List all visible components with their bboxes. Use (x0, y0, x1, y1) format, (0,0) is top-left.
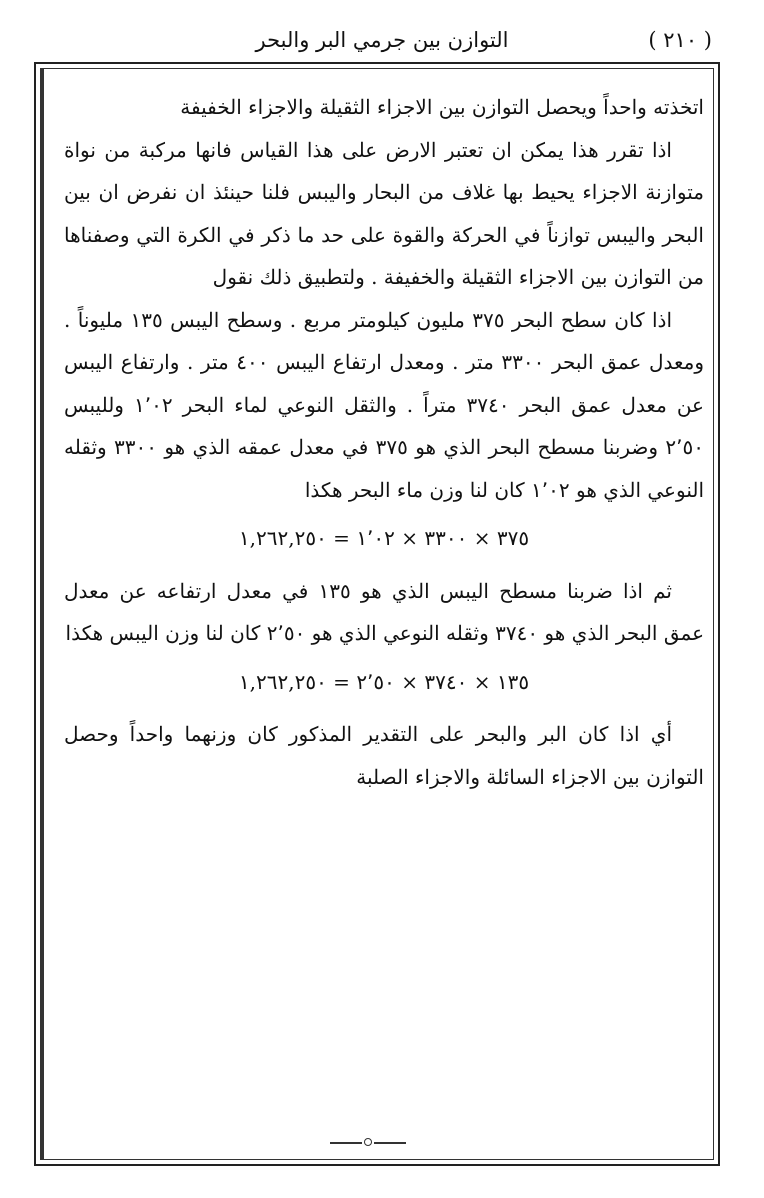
section-end-ornament (330, 1138, 410, 1148)
ornament-circle-icon (364, 1138, 372, 1146)
equation-land-weight: ١٣٥ × ٣٧٤٠ × ٢٬٥٠ = ١,٢٦٢,٢٥٠ (238, 669, 530, 694)
page-number: ( ٢١٠ ) (648, 28, 712, 52)
paragraph-sea-data: اذا كان سطح البحر ٣٧٥ مليون كيلومتر مربع . وسطح اليبس ١٣٥ مليوناً . ومعدل عمق البحر ٣٣٠٠ متر . ومعدل ارتفاع اليبس ٤٠٠ متر . وارتفاع اليبس عن معدل عمق البحر ٣٧٤٠ متراً . والثقل النوعي لماء البحر ١٬٠٢ ولليبس ٢٬٥٠ وضربنا مسطح البحر الذي هو ٣٧٥ في معدل عمقه الذي هو ٣٣٠٠ وثقله النوعي الذي هو ١٬٠٢ كان لنا وزن ماء البحر هكذا (64, 307, 704, 502)
page-header (40, 20, 724, 60)
ornament-line-right (374, 1142, 406, 1144)
paragraph-conclusion: أي اذا كان البر والبحر على التقدير المذكور كان وزنهما واحداً وحصل التوازن بين الاجزاء السائلة والاجزاء الصلبة (64, 722, 704, 789)
running-title: التوازن بين جرمي البر والبحر (255, 28, 509, 52)
equation-sea-weight: ٣٧٥ × ٣٣٠٠ × ١٬٠٢ = ١,٢٦٢,٢٥٠ (238, 526, 530, 550)
ornament-line-left (330, 1142, 362, 1144)
page-body (64, 86, 704, 798)
paragraph-land-data: ثم اذا ضربنا مسطح اليبس الذي هو ١٣٥ في معدل ارتفاعه عن معدل عمق البحر الذي هو ٣٧٤٠ وثقله النوعي الذي هو ٢٬٥٠ كان لنا وزن اليبس هكذا (64, 578, 704, 645)
paragraph-earth-model: اذا تقرر هذا يمكن ان تعتبر الارض على هذا القياس فانها مركبة من نواة متوازنة الاجزاء يحيط بها غلاف من البحار واليبس فلنا حينئذ ان نفرض ان بين البحر واليبس توازناً في الحركة والقوة على حد ما ذكر في الكرة التي وصفناها من التوازن بين الاجزاء الثقيلة والخفيفة . ولتطبيق ذلك نقول (64, 137, 704, 289)
paragraph-continuation: اتخذته واحداً ويحصل التوازن بين الاجزاء الثقيلة والاجزاء الخفيفة (180, 95, 704, 119)
